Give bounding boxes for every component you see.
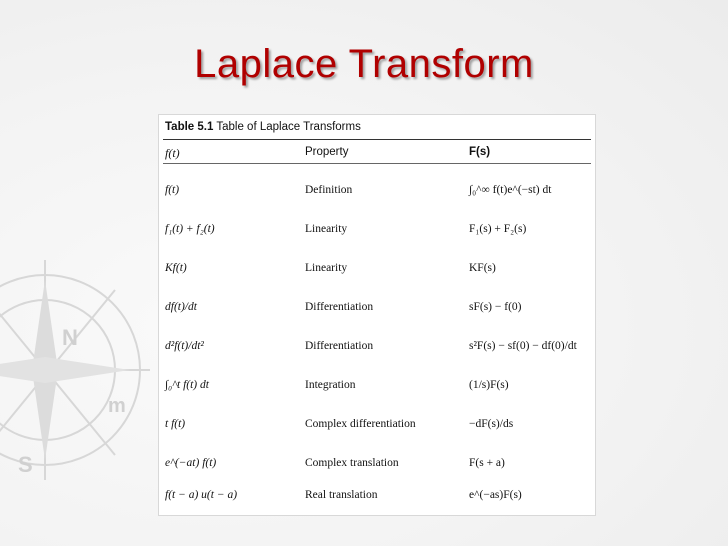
header-rule xyxy=(163,163,591,164)
table-row xyxy=(159,406,595,444)
cell-F: −dF(s)/ds xyxy=(469,418,514,430)
table-row xyxy=(159,289,595,327)
cell-F: F₁(s) + F₂(s) xyxy=(469,223,527,235)
cell-f: e^(−at) f(t) xyxy=(165,457,217,469)
compass-rose-icon xyxy=(0,250,160,490)
header-F: F(s) xyxy=(469,146,491,158)
cell-property: Differentiation xyxy=(305,301,374,313)
cell-F: KF(s) xyxy=(469,262,496,274)
table-row xyxy=(159,172,595,210)
table-row xyxy=(159,328,595,366)
cell-F: sF(s) − f(0) xyxy=(469,301,522,313)
caption-text: Table of Laplace Transforms xyxy=(216,121,361,133)
compass-letter-n: N xyxy=(62,325,78,350)
table-row xyxy=(159,211,595,249)
table-row xyxy=(159,250,595,288)
slide-title: Laplace Transform xyxy=(194,42,534,86)
cell-f: ∫₀^t f(t) dt xyxy=(165,379,209,391)
cell-f: df(t)/dt xyxy=(165,301,197,313)
cell-property: Differentiation xyxy=(305,340,374,352)
cell-property: Linearity xyxy=(305,262,348,274)
cell-property: Real translation xyxy=(305,489,378,501)
cell-f: f(t − a) u(t − a) xyxy=(165,489,238,501)
cell-f: f(t) xyxy=(165,184,180,196)
cell-F: e^(−as)F(s) xyxy=(469,489,522,501)
top-rule xyxy=(163,139,591,140)
cell-f: Kf(t) xyxy=(165,262,187,274)
header-property: Property xyxy=(305,146,349,158)
cell-F: ∫₀^∞ f(t)e^(−st) dt xyxy=(469,184,552,196)
cell-property: Linearity xyxy=(305,223,348,235)
compass-letter-s: S xyxy=(18,452,33,477)
header-f: f(t) xyxy=(165,146,180,160)
table-caption xyxy=(165,121,361,133)
cell-property: Complex translation xyxy=(305,457,399,469)
table-row xyxy=(159,367,595,405)
cell-property: Integration xyxy=(305,379,356,391)
cell-f: t f(t) xyxy=(165,418,186,430)
cell-f: d²f(t)/dt² xyxy=(165,340,204,352)
cell-property: Definition xyxy=(305,184,353,196)
laplace-table xyxy=(158,114,596,516)
caption-label: Table 5.1 xyxy=(165,121,214,133)
compass-letter-m: m xyxy=(108,395,126,417)
table-row xyxy=(159,477,595,515)
cell-f: f₁(t) + f₂(t) xyxy=(165,223,215,235)
cell-property: Complex differentiation xyxy=(305,418,416,430)
cell-F: s²F(s) − sf(0) − df(0)/dt xyxy=(469,340,577,352)
cell-F: (1/s)F(s) xyxy=(469,379,509,391)
cell-F: F(s + a) xyxy=(469,457,505,469)
